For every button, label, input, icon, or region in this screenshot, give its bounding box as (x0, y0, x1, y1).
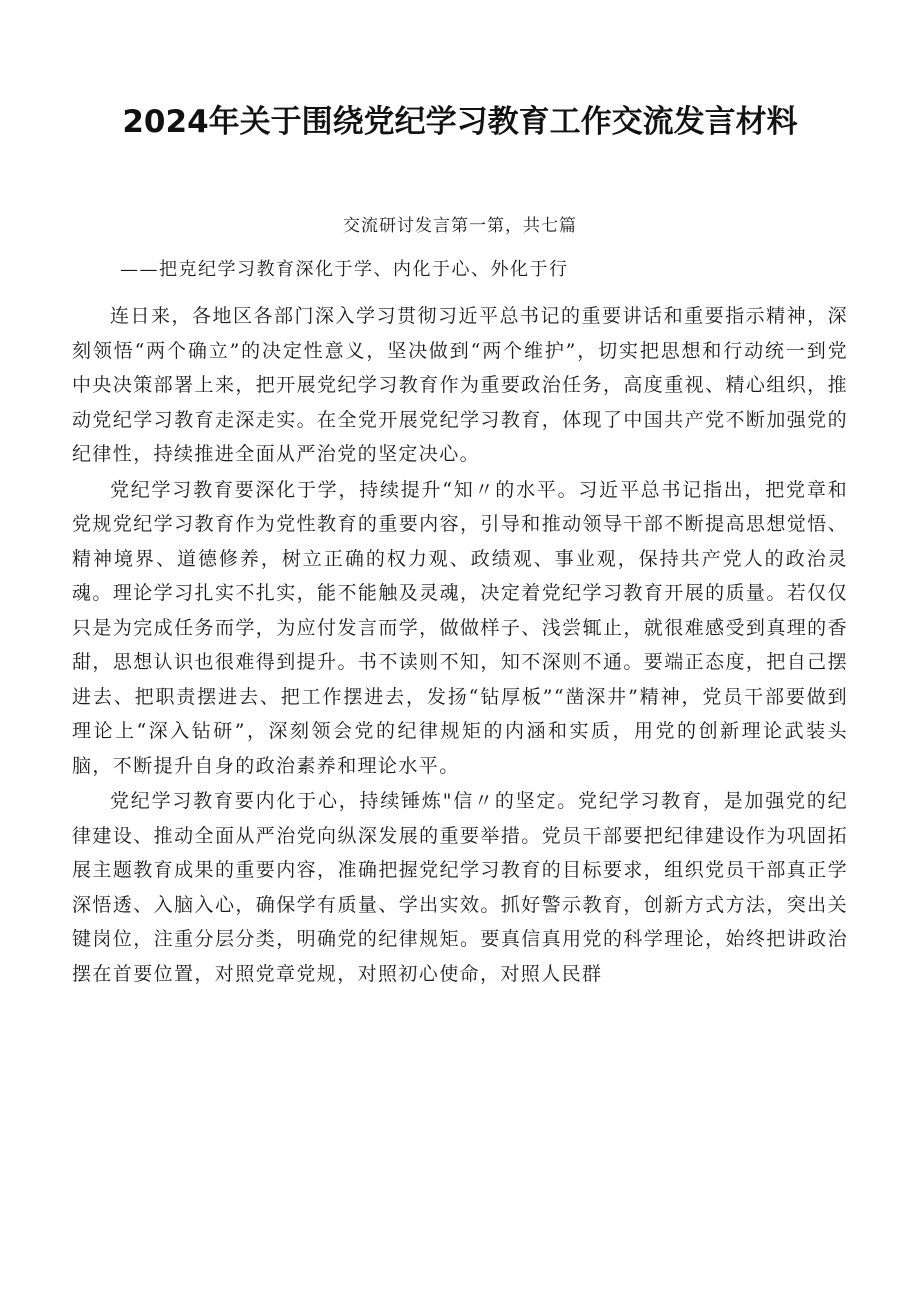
body-paragraph-2: 党纪学习教育要深化于学，持续提升“知〃的水平。习近平总书记指出，把党章和党规党纪学习教育作为党性教育的重要内容，引导和推动领导干部不断提高思想觉悟、精神境界、道德修养，树立正确的权力观、政绩观、事业观，保持共产党人的政治灵魂。理论学习扎实不扎实，能不能触及灵魂，决定着党纪学习教育开展的质量。若仅仅只是为完成任务而学，为应付发言而学，做做样子、浅尝辄止，就很难感受到真理的香甜，思想认识也很难得到提升。书不读则不知，知不深则不通。要端正态度，把自己摆进去、把职责摆进去、把工作摆进去，发扬“钻厚板”“凿深井”精神，党员干部要做到理论上“深入钻研”，深刻领会党的纪律规矩的内涵和实质，用党的创新理论武装头脑，不断提升自身的政治素养和理论水平。 (72, 478, 848, 777)
document-body (72, 299, 848, 992)
body-paragraph-1: 连日来，各地区各部门深入学习贯彻习近平总书记的重要讲话和重要指示精神，深刻领悟“两个确立”的决定性意义，坚决做到“两个维护”，切实把思想和行动统一到党中央决策部署上来，把开展党纪学习教育作为重要政治任务，高度重视、精心组织，推动党纪学习教育走深走实。在全党开展党纪学习教育，体现了中国共产党不断加强党的纪律性，持续推进全面从严治党的坚定决心。 (72, 305, 848, 465)
document-subtitle: 交流研讨发言第一第，共七篇 (343, 216, 577, 236)
document-lead-line: ——把克纪学习教育深化于学、内化于心、外化于行 (120, 259, 569, 280)
document-title: 2024年关于围绕党纪学习教育工作交流发言材料 (122, 104, 798, 140)
body-paragraph-3: 党纪学习教育要内化于心，持续锤炼"信〃的坚定。党纪学习教育，是加强党的纪律建设、推动全面从严治党向纵深发展的重要举措。党员干部要把纪律建设作为巩固拓展主题教育成果的重要内容，准确把握党纪学习教育的目标要求，组织党员干部真正学深悟透、入脑入心，确保学有质量、学出实效。抓好警示教育，创新方式方法，突出关键岗位，注重分层分类，明确党的纪律规矩。要真信真用党的科学理论，始终把讲政治摆在首要位置，对照党章党规，对照初心使命，对照人民群 (72, 790, 848, 985)
